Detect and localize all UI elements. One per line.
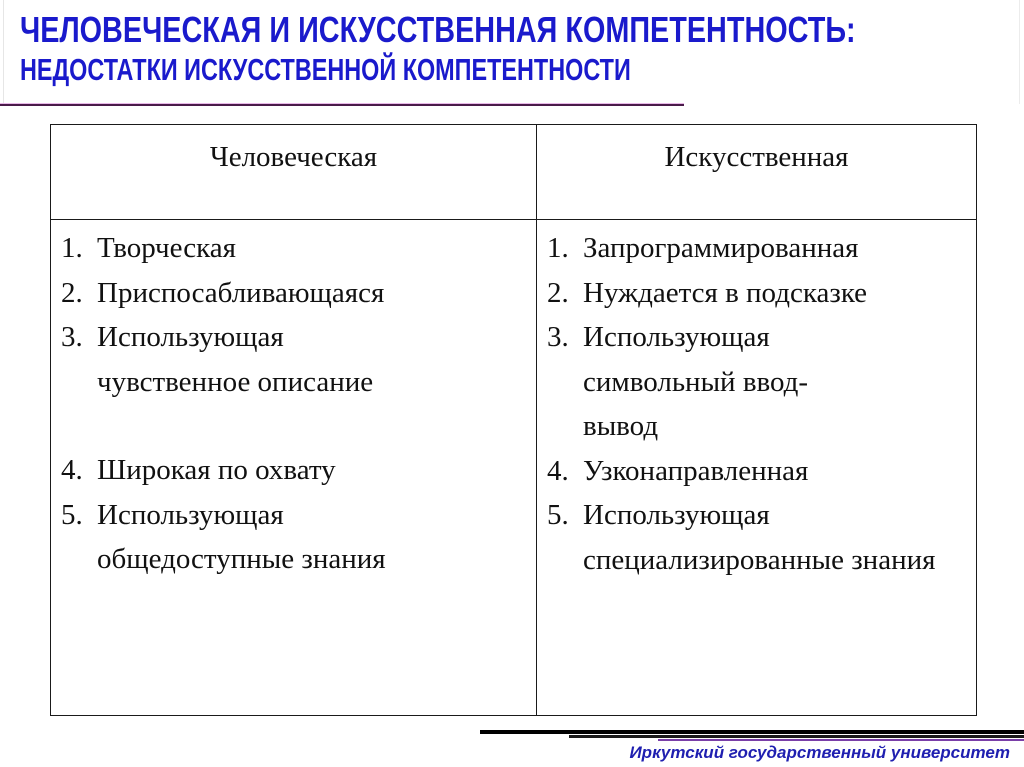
human-list [61, 226, 536, 582]
column-header-human: Человеческая [51, 125, 537, 220]
list-item: 2. Нуждается в подсказке [547, 276, 868, 309]
comparison-table [50, 124, 977, 716]
list-item: 5. Использующая специализированные знания [547, 499, 936, 576]
footer-rule-medium [569, 735, 1024, 738]
footer-rule-accent [658, 739, 1024, 741]
title-divider [0, 104, 684, 106]
column-header-artificial: Искусственная [537, 125, 977, 220]
table-header-row [51, 125, 977, 220]
footer-institution: Иркутский государственный университет [629, 743, 1010, 762]
slide-title: ЧЕЛОВЕЧЕСКАЯ И ИСКУССТВЕННАЯ КОМПЕТЕНТНОСТЬ: [20, 9, 856, 50]
list-item: 4. Узконаправленная [547, 454, 809, 487]
artificial-list-cell [537, 220, 977, 716]
list-item: 1. Запрограммированная [547, 232, 859, 264]
list-item: 3. Использующая символьный ввод-вывод [547, 321, 809, 442]
human-list-cell [51, 220, 537, 716]
list-item: 4. Широкая по охвату [61, 454, 336, 486]
list-item: 1. Творческая [61, 232, 236, 264]
list-item: 2. Приспосабливающаяся [61, 276, 385, 309]
table-row [51, 220, 977, 716]
artificial-list [547, 226, 976, 582]
footer-rule-thick [480, 730, 1024, 734]
list-item: 5. Использующая общедоступные знания [61, 498, 386, 575]
slide-subtitle: НЕДОСТАТКИ ИСКУССТВЕННОЙ КОМПЕТЕНТНОСТИ [20, 52, 631, 87]
list-item: 3. Использующая чувственное описание [61, 321, 374, 398]
slide-edge-right [1019, 0, 1020, 104]
slide-edge-left [3, 0, 4, 104]
